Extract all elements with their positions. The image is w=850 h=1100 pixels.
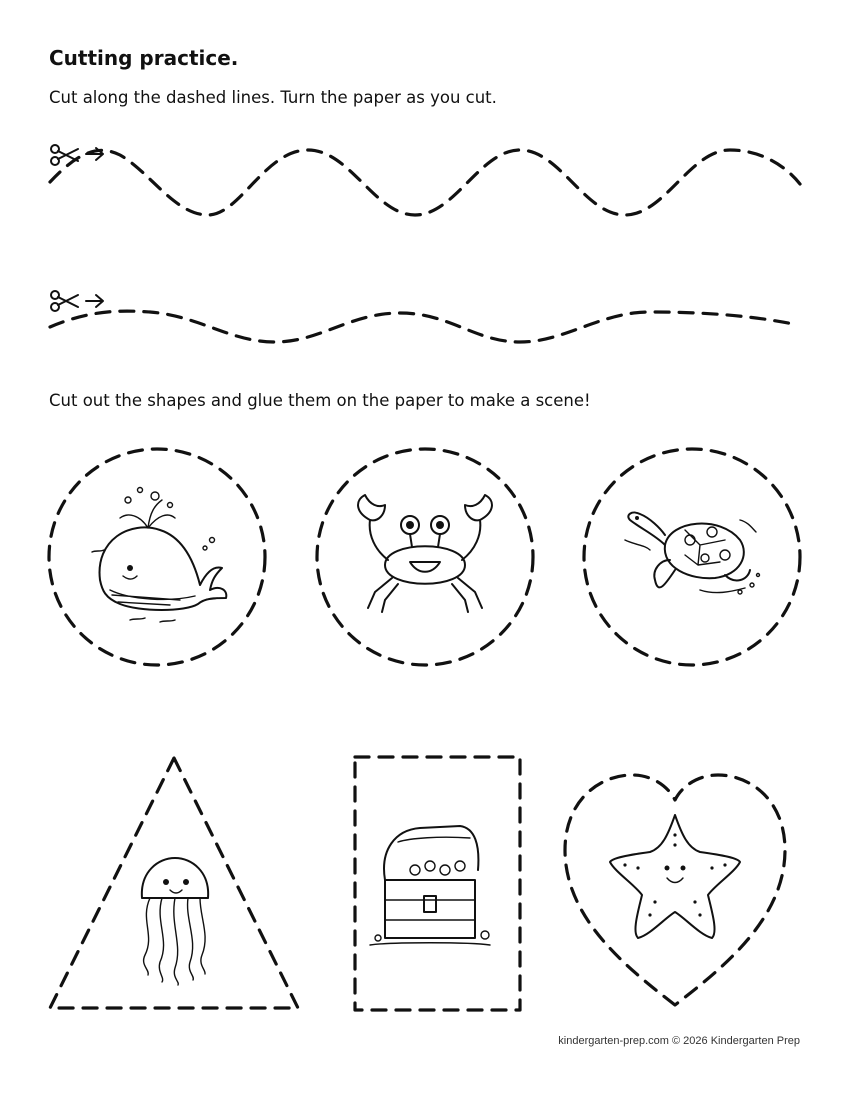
rectangle-cutout-chest <box>355 757 520 1010</box>
arrow-right-icon <box>86 295 103 307</box>
heart-cutout-starfish <box>565 775 785 1005</box>
jellyfish-icon <box>142 858 208 985</box>
instruction-cut-lines: Cut along the dashed lines. Turn the paper as you cut. <box>49 88 497 107</box>
starfish-icon <box>610 815 740 938</box>
wavy-line-large <box>50 150 800 215</box>
treasure-chest-icon <box>370 826 490 945</box>
wavy-line-gentle <box>50 311 798 342</box>
footer-copyright: kindergarten-prep.com © 2026 Kindergarten Prep <box>558 1035 800 1047</box>
whale-icon <box>92 488 226 623</box>
circle-cutout-crab <box>317 449 533 665</box>
instruction-cut-shapes: Cut out the shapes and glue them on the paper to make a scene! <box>49 391 591 410</box>
scissors-icon <box>51 291 78 311</box>
circle-cutout-turtle <box>584 449 800 665</box>
sea-turtle-icon <box>625 513 760 594</box>
worksheet-title: Cutting practice. <box>49 46 239 70</box>
circle-cutout-whale <box>49 449 265 665</box>
crab-icon <box>358 495 492 612</box>
